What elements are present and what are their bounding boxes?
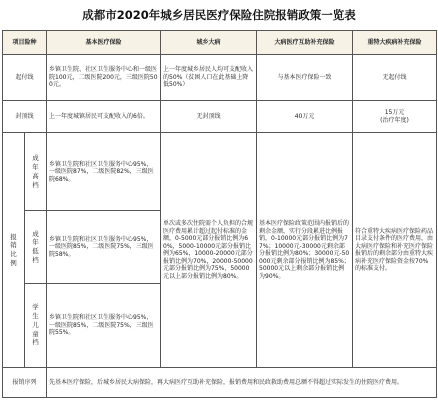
adult-high-label-text: 成年高档 bbox=[32, 154, 39, 189]
cap-mutual: 40万元 bbox=[257, 101, 353, 133]
threshold-mutual: 与基本医疗保险一致 bbox=[257, 55, 353, 101]
cap-row bbox=[3, 101, 437, 133]
order-row bbox=[3, 367, 437, 397]
threshold-label: 起付线 bbox=[3, 55, 47, 101]
document-title: 成都市2020年城乡居民医疗保险住院报销政策一览表 bbox=[82, 8, 356, 22]
adult-low-label-text: 成年低档 bbox=[32, 229, 39, 264]
order-label: 报销序列 bbox=[3, 367, 47, 397]
header-basic: 基本医疗保险 bbox=[47, 31, 161, 55]
cap-special: 15万元 (治疗年度) bbox=[353, 101, 437, 133]
student-label bbox=[25, 283, 47, 367]
ratio-label-text: 报销比例 bbox=[10, 232, 17, 267]
threshold-basic: 乡镇卫生院、社区卫生服务中心和一级医院100元，二级医院200元，三级医院500元。 bbox=[47, 55, 161, 101]
order-text: 先基本医疗保险，后城乡居民大病保险，再大病医疗互助补充保险，报销费用和民政救助费用总额不得超过实际发生的住院医疗费用。 bbox=[47, 367, 437, 397]
threshold-serious: 上一年度城乡居民人均可支配收入的50%（贫困人口在此基础上降低50%） bbox=[161, 55, 257, 101]
adult-high-basic: 乡镇卫生院和社区卫生服务中心95%，一级医院87%，二级医院82%，三级医院68%。 bbox=[47, 133, 161, 211]
adult-low-label bbox=[25, 211, 47, 283]
cap-label: 封顶线 bbox=[3, 101, 47, 133]
header-item: 项目险种 bbox=[3, 31, 47, 55]
student-basic: 乡镇卫生院和社区卫生服务中心95%，一级医院85%，二级医院75%，三级医院55%。 bbox=[47, 283, 161, 367]
adult-low-basic: 乡镇卫生院和社区卫生服务中心95%，一级医院85%，二级医院75%，三级医院58%。 bbox=[47, 211, 161, 283]
cap-basic: 上一年度城镇居民可支配收入的6倍。 bbox=[47, 101, 161, 133]
header-special: 重特大疾病补充保险 bbox=[353, 31, 437, 55]
cap-serious: 无封顶线 bbox=[161, 101, 257, 133]
ratio-special: 符合重特大疾病医疗保险药品目录支付条件的医疗费用，由大病医疗保险和补充医疗保险报销后的剩余部分由重特大疾病补充医疗保险资金按70%的标准支付。 bbox=[353, 133, 437, 368]
header-mutual: 大病医疗互助补充保险 bbox=[257, 31, 353, 55]
policy-table bbox=[2, 30, 437, 398]
student-label-text: 学生儿童档 bbox=[32, 303, 39, 347]
ratio-mutual: 基本医疗保险政策范围内报销后的剩余金额，实行分段累进比例报销，0-10000元部分报销比例为77%；10000元-30000元剩余部分报销比例为80%；30000元-50000元剩余部分报销比例为85%；50000元以上剩余部分报销比例为90%。 bbox=[257, 133, 353, 368]
ratio-serious: 单次或多次住院需个人负担的合规医疗费用累计超过起付标准的金额，0-5000元部分报销比例为60%，5000-10000元部分报销比例为65%，10000-20000元部分报销比例为70%，20000-50000元部分报销比例为75%，50000元以上部分报销比例为80%。 bbox=[161, 133, 257, 368]
header-row bbox=[3, 31, 437, 55]
ratio-adult-high-row bbox=[3, 133, 437, 211]
threshold-row bbox=[3, 55, 437, 101]
ratio-label bbox=[3, 133, 25, 368]
threshold-special: 无起付线 bbox=[353, 55, 437, 101]
header-serious: 城乡大病 bbox=[161, 31, 257, 55]
adult-high-label bbox=[25, 133, 47, 211]
